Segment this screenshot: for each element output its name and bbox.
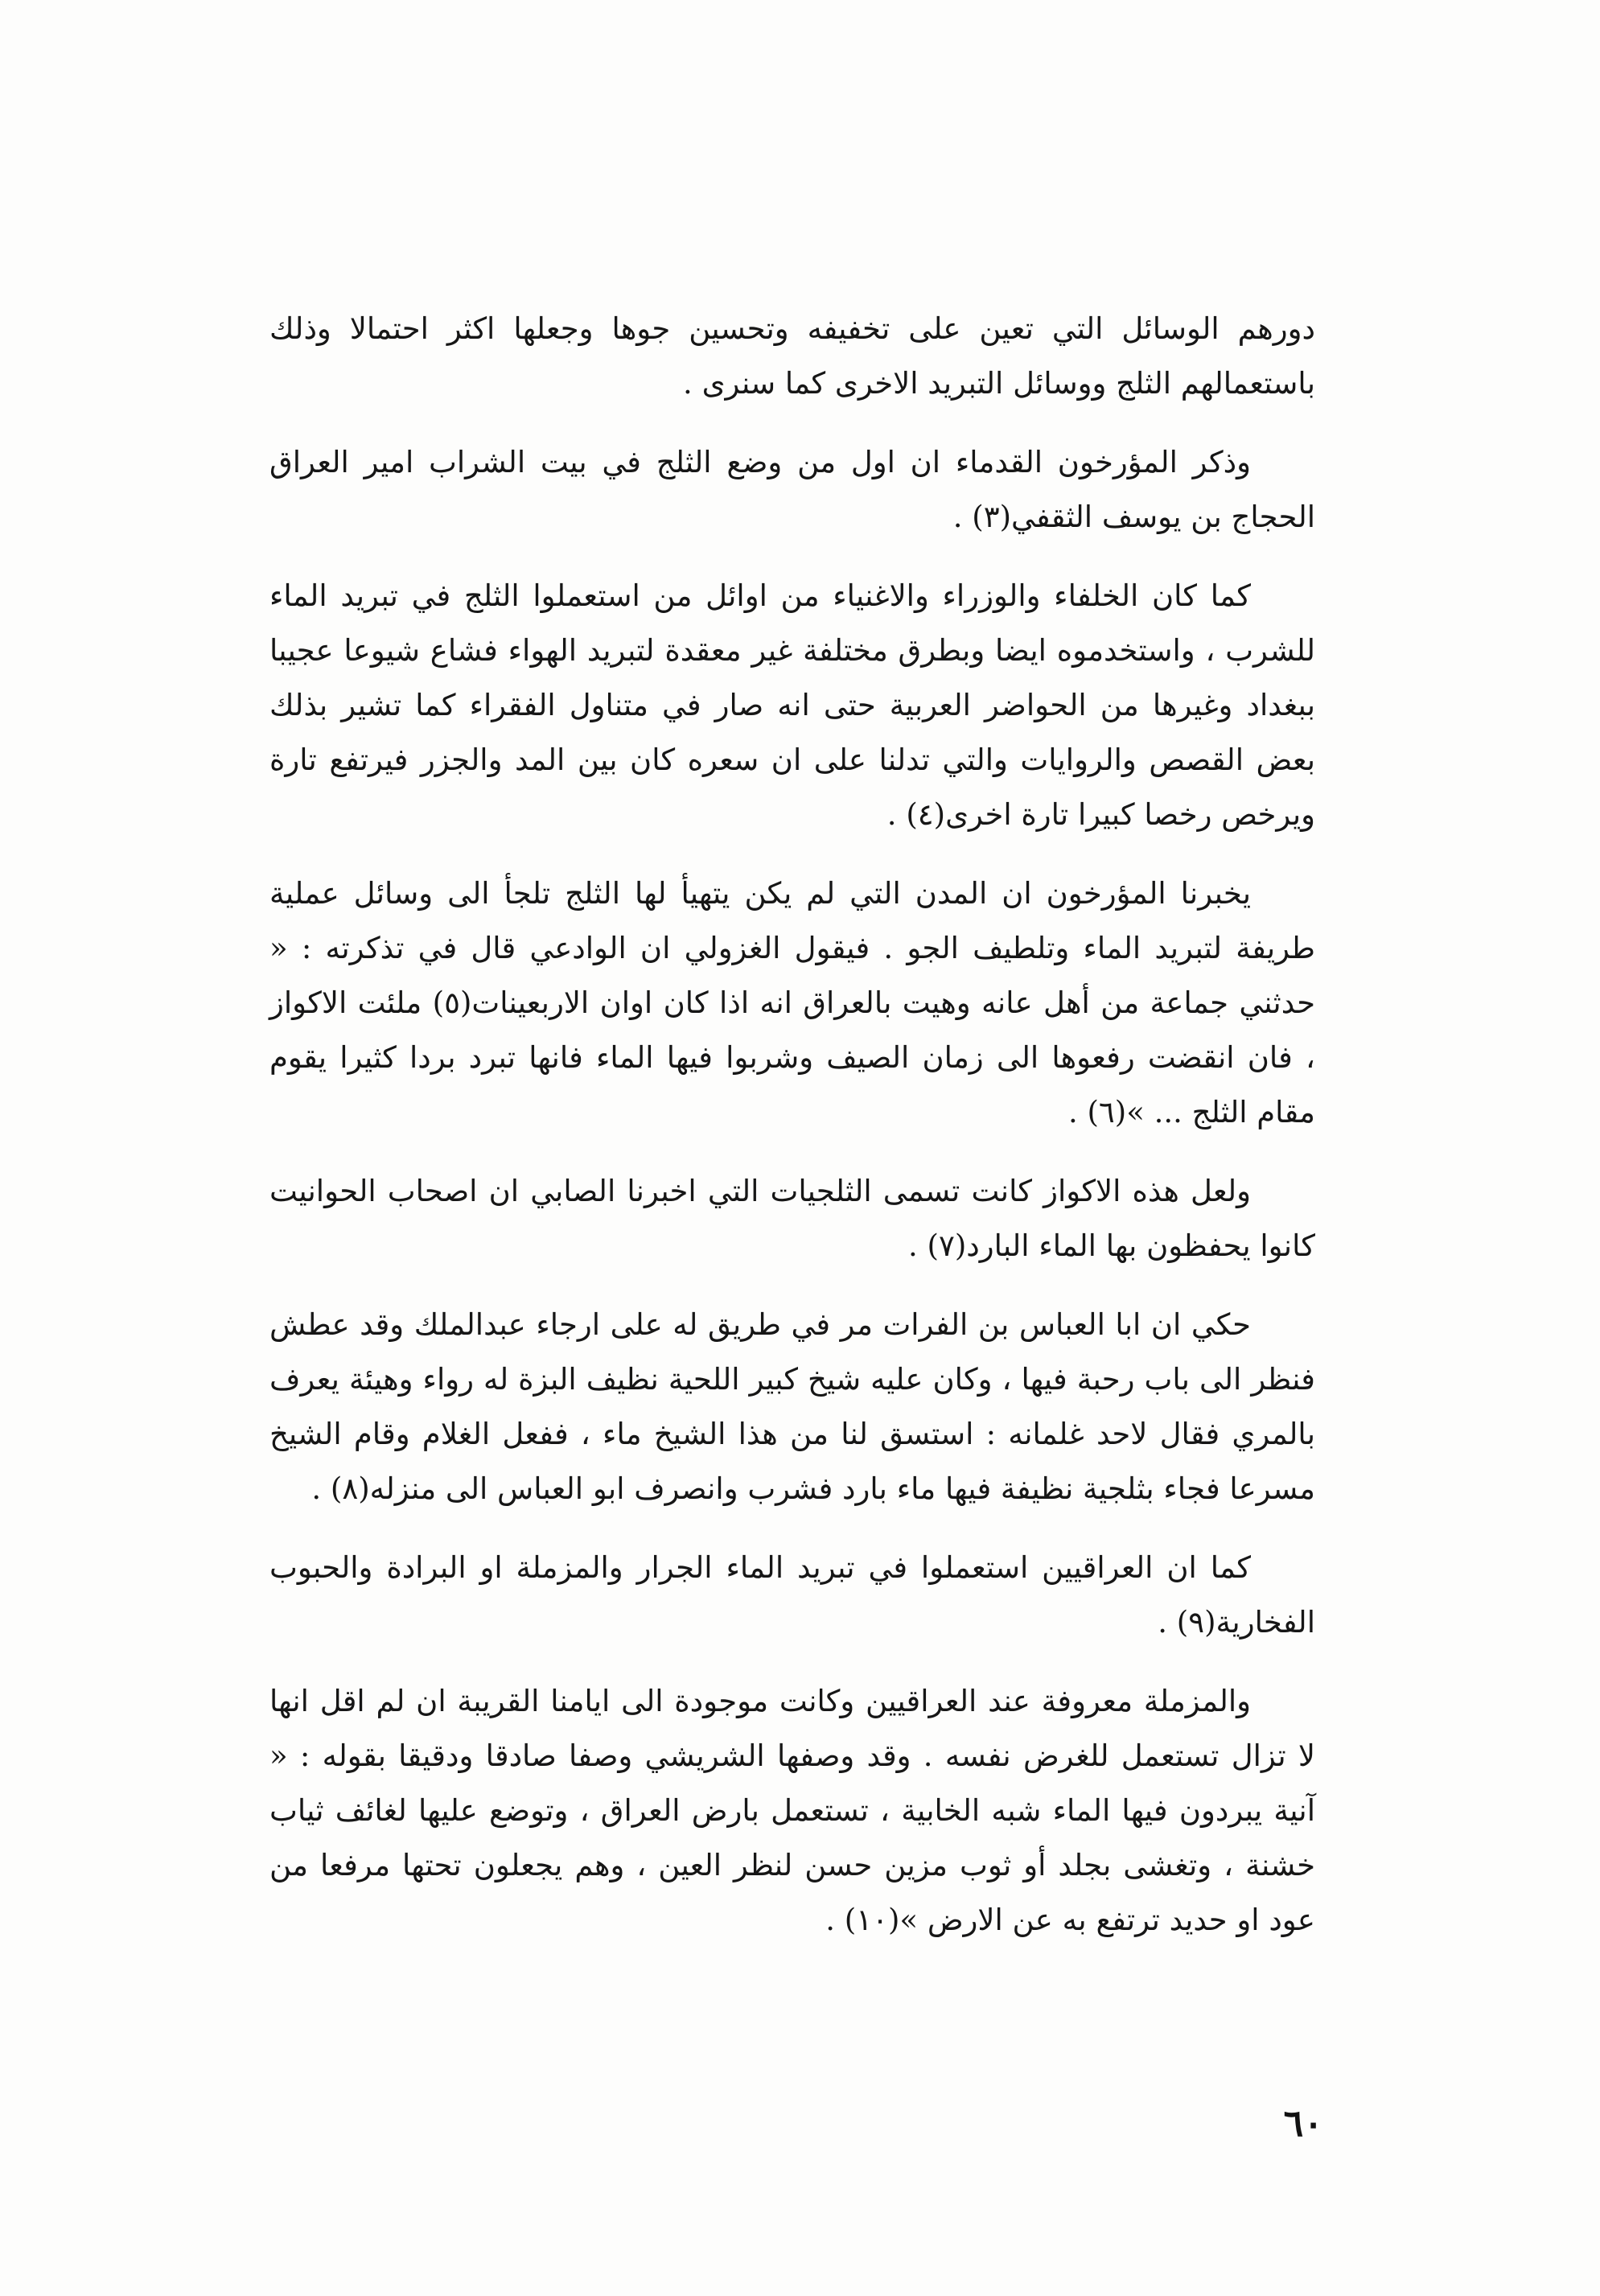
paragraph: حكي ان ابا العباس بن الفرات مر في طريق له على ارجاء عبدالملك وقد عطش فنظر الى باب رحبة فيها ، وكان عليه شيخ كبير اللحية نظيف البزة له رواء وهيئة يعرف بالمري فقال لاحد غلمانه : استسق لنا من هذا الشيخ ماء ، ففعل الغلام وقام الشيخ مسرعا فجاء بثلجية نظيفة فيها ماء بارد فشرب وانصرف ابو العباس الى منزله(٨) . [269,1307,1315,1506]
paragraph: دورهم الوسائل التي تعين على تخفيفه وتحسين جوها وجعلها اكثر احتمالا وذلك باستعمالهم الثلج ووسائل التبريد الاخرى كما سنرى . [269,311,1315,401]
paragraph: ولعل هذه الاكواز كانت تسمى الثلجيات التي اخبرنا الصابي ان اصحاب الحوانيت كانوا يحفظون بها الماء البارد(٧) . [269,1174,1315,1263]
paragraph: كما ان العراقيين استعملوا في تبريد الماء الجرار والمزملة او البرادة والحبوب الفخارية(٩) . [269,1550,1315,1640]
paragraph: وذكر المؤرخون القدماء ان اول من وضع الثلج في بيت الشراب امير العراق الحجاج بن يوسف الثقفي(٣) . [269,445,1315,534]
body-text [269,302,1315,2055]
paragraph: كما كان الخلفاء والوزراء والاغنياء من اوائل من استعملوا الثلج في تبريد الماء للشرب ، واستخدموه ايضا وبطرق مختلفة غير معقدة لتبريد الهواء فشاع شيوعا عجيبا ببغداد وغيرها من الحواضر العربية حتى انه صار في متناول الفقراء كما تشير بذلك بعض القصص والروايات والتي تدلنا على ان سعره كان بين المد والجزر فيرتفع تارة ويرخص رخصا كبيرا تارة اخرى(٤) . [269,578,1315,832]
paragraph: يخبرنا المؤرخون ان المدن التي لم يكن يتهيأ لها الثلج تلجأ الى وسائل عملية طريفة لتبريد الماء وتلطيف الجو . فيقول الغزولي ان الوادعي قال في تذكرته : « حدثني جماعة من أهل عانه وهيت بالعراق انه اذا كان اوان الاربعينات(٥) ملئت الاكواز ، فان انقضت رفعوها الى زمان الصيف وشربوا فيها الماء فانها تبرد بردا كثيرا يقوم مقام الثلج ... »(٦) . [269,876,1315,1129]
page-number: ٦٠ [1283,2101,1323,2145]
paragraph: والمزملة معروفة عند العراقيين وكانت موجودة الى ايامنا القريبة ان لم اقل انها لا تزال تستعمل للغرض نفسه . وقد وصفها الشريشي وصفا صادقا ودقيقا بقوله : « آنية يبردون فيها الماء شبه الخابية ، تستعمل بارض العراق ، وتوضع عليها لغائف ثياب خشنة ، وتغشى بجلد أو ثوب مزين حسن لنظر العين ، وهم يجعلون تحتها مرفعا من عود او حديد ترتفع به عن الارض »(١٠) . [269,1684,1315,1937]
